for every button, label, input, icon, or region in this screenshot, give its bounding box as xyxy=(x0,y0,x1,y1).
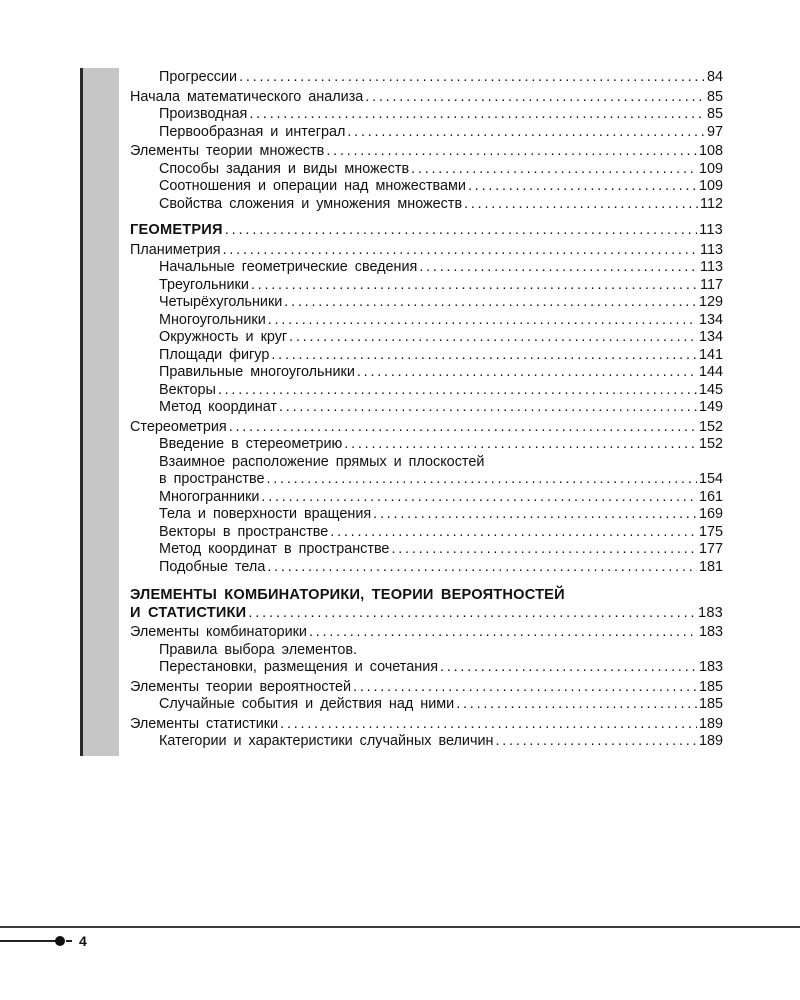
toc-entry-regular-polygons[interactable]: Правильные многоугольники . . . 144 xyxy=(130,364,723,382)
toc-entry-similar-solids[interactable]: Подобные тела . . . 181 xyxy=(130,559,723,577)
toc-section-geometry[interactable]: ГЕОМЕТРИЯ . . . 113 xyxy=(130,222,723,240)
toc-entry-space-vectors[interactable]: Векторы в пространстве . . . 175 xyxy=(130,524,723,542)
toc-entry-selection-rules-line2[interactable]: Перестановки, размещения и сочетания . . . 183 xyxy=(130,659,723,677)
toc-section-probability-line1[interactable]: ЭЛЕМЕНТЫ КОМБИНАТОРИКИ, ТЕОРИИ ВЕРОЯТНОСТЕЙ xyxy=(130,587,565,603)
toc-entry-random-events[interactable]: Случайные события и действия над ними . . . 185 xyxy=(130,696,723,714)
toc-entry-set-definition[interactable]: Способы задания и виды множеств . . . 109 xyxy=(130,161,723,179)
toc-entry-calculus[interactable]: Начала математического анализа . . . 85 xyxy=(130,89,723,107)
toc-entry-random-variables[interactable]: Категории и характеристики случайных величин . . . 189 xyxy=(130,733,723,751)
gray-margin-bar xyxy=(80,68,119,756)
footer-rule xyxy=(0,926,800,928)
toc-entry-polygons[interactable]: Многоугольники . . . 134 xyxy=(130,312,723,330)
table-of-contents xyxy=(130,69,723,751)
toc-entry-derivative[interactable]: Производная . . . 85 xyxy=(130,106,723,124)
toc-section-probability-line2[interactable]: И СТАТИСТИКИ . . . 183 xyxy=(130,605,723,623)
footer-pointer-line xyxy=(0,940,58,942)
toc-entry-triangles[interactable]: Треугольники . . . 117 xyxy=(130,277,723,295)
toc-entry-set-operations[interactable]: Соотношения и операции над множествами . . . 109 xyxy=(130,178,723,196)
toc-entry-stereometry-intro[interactable]: Введение в стереометрию . . . 152 xyxy=(130,436,723,454)
toc-entry-circle[interactable]: Окружность и круг . . . 134 xyxy=(130,329,723,347)
toc-entry-solids-of-revolution[interactable]: Тела и поверхности вращения . . . 169 xyxy=(130,506,723,524)
toc-entry-space-coordinates[interactable]: Метод координат в пространстве . . . 177 xyxy=(130,541,723,559)
toc-entry-set-theory[interactable]: Элементы теории множеств . . . 108 xyxy=(130,143,723,161)
toc-entry-selection-rules-line1[interactable]: Правила выбора элементов. xyxy=(159,641,358,658)
page-number: 4 xyxy=(79,933,87,949)
footer-pointer-tick xyxy=(66,940,72,942)
toc-entry-polyhedra[interactable]: Многогранники . . . 161 xyxy=(130,489,723,507)
toc-entry-statistics[interactable]: Элементы статистики . . . 189 xyxy=(130,716,723,734)
toc-entry-lines-planes-line2[interactable]: в пространстве . . . 154 xyxy=(130,471,723,489)
toc-entry-areas[interactable]: Площади фигур . . . 141 xyxy=(130,347,723,365)
toc-entry-antiderivative[interactable]: Первообразная и интеграл . . . 97 xyxy=(130,124,723,142)
toc-entry-lines-planes-line1[interactable]: Взаимное расположение прямых и плоскостей xyxy=(159,453,485,470)
toc-entry-combinatorics[interactable]: Элементы комбинаторики . . . 183 xyxy=(130,624,723,642)
toc-entry-vectors[interactable]: Векторы . . . 145 xyxy=(130,382,723,400)
toc-entry-progressions[interactable]: Прогрессии . . . 84 xyxy=(130,69,723,87)
toc-entry-planimetry[interactable]: Планиметрия . . . 113 xyxy=(130,242,723,260)
toc-entry-basic-geometry[interactable]: Начальные геометрические сведения . . . 113 xyxy=(130,259,723,277)
footer-bullet-icon xyxy=(55,936,65,946)
toc-entry-quadrilaterals[interactable]: Четырёхугольники . . . 129 xyxy=(130,294,723,312)
toc-entry-set-properties[interactable]: Свойства сложения и умножения множеств . . . 112 xyxy=(130,196,723,214)
toc-entry-coordinates[interactable]: Метод координат . . . 149 xyxy=(130,399,723,417)
toc-entry-stereometry[interactable]: Стереометрия . . . 152 xyxy=(130,419,723,437)
toc-entry-probability-theory[interactable]: Элементы теории вероятностей . . . 185 xyxy=(130,679,723,697)
